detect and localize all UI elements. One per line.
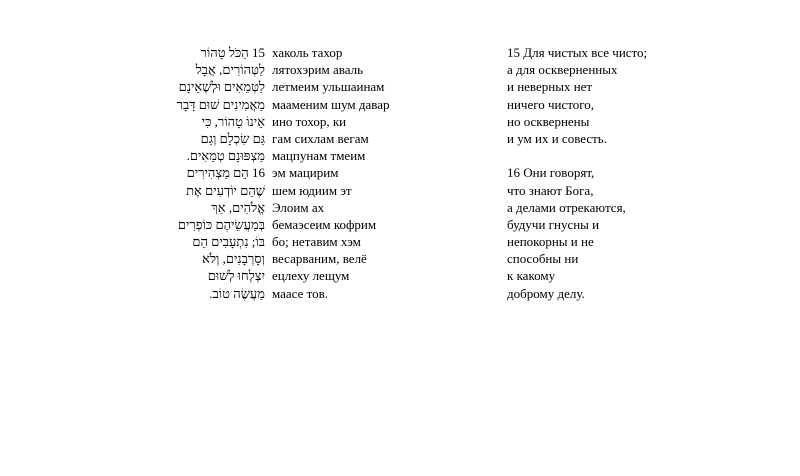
russian-verse-line: доброму делу.	[507, 285, 585, 301]
hebrew-verse-line: בְּמַעֲשֵׂיהֶם כּוֹפְרִים	[177, 216, 265, 232]
russian-verse-line	[507, 147, 687, 164]
russian-verse-line: но осквернены	[507, 113, 590, 129]
russian-verse-line: и неверных нет	[507, 79, 593, 95]
transliteration-text-column	[272, 44, 432, 302]
transliteration-verse-line: Элоим ах	[272, 199, 325, 215]
russian-verse-line: к какому	[507, 268, 556, 284]
hebrew-verse-line: 16 הֵם מַצְהִירִים	[186, 165, 265, 181]
hebrew-verse-line: וְסָרְבָנִים, וְלֹא	[202, 251, 265, 267]
russian-verse-line: способны ни	[507, 251, 579, 267]
hebrew-verse-line: גַּם שִׂכְלָם וְגַם	[200, 130, 265, 146]
hebrew-text-column	[150, 44, 265, 302]
hebrew-verse-line: מַאֲמִינִים שׁוּם דָּבָר	[176, 96, 265, 112]
transliteration-verse-line: мааменим шум давар	[272, 96, 390, 112]
russian-verse-line: 16 Они говорят,	[507, 165, 595, 181]
russian-verse-line: ничего чистого,	[507, 96, 595, 112]
transliteration-verse-line: лятохэрим аваль	[272, 62, 364, 78]
hebrew-verse-line: מַצְפּוּנָם טְמֵאִים.	[186, 148, 265, 164]
transliteration-verse-line: ецлеху лещум	[272, 268, 350, 284]
hebrew-verse-line: 15 הַכֹּל טָהוֹר	[200, 45, 265, 60]
transliteration-verse-line: весарваним, велё	[272, 251, 367, 267]
transliteration-verse-line: шем юдиим эт	[272, 182, 352, 198]
hebrew-verse-line: מַעֲשֶׂה טוֹב.	[209, 285, 265, 301]
russian-verse-line: непокорны и не	[507, 234, 594, 250]
russian-verse-line: и ум их и совесть.	[507, 130, 607, 146]
transliteration-verse-line: хаколь тахор	[272, 45, 343, 60]
transliteration-verse-line: бо; нетавим хэм	[272, 234, 361, 250]
transliteration-verse-line: эм мацирим	[272, 165, 339, 181]
transliteration-verse-line: бемаэсеим кофрим	[272, 216, 377, 232]
transliteration-verse-line: ино тохор, ки	[272, 113, 347, 129]
hebrew-verse-line: לַטְּהוֹרִים, אֲבָל	[195, 62, 265, 78]
transliteration-verse-line: летмеим ульшаинам	[272, 79, 385, 95]
hebrew-verse-line: שֶׁהֵם יוֹדְעִים אֶת	[186, 182, 265, 198]
transliteration-verse-line: маасе тов.	[272, 285, 329, 301]
transliteration-verse-line: гам сихлам вегам	[272, 130, 369, 146]
hebrew-verse-line: לַטְּמֵאִים וּלְשֶׁאֵינָם	[178, 79, 265, 95]
russian-verse-line: а делами отрекаются,	[507, 199, 626, 215]
russian-text-column	[507, 44, 687, 302]
hebrew-verse-line: אֱלֹהִים, אַךְ	[211, 199, 265, 215]
russian-verse-line: будучи гнусны и	[507, 216, 600, 232]
transliteration-verse-line: мацпунам тмеим	[272, 148, 366, 164]
hebrew-verse-line: בּוֹ; נִתְעָבִים הֵם	[192, 234, 265, 250]
russian-verse-line: а для оскверненных	[507, 62, 618, 78]
russian-verse-line: что знают Бога,	[507, 182, 594, 198]
russian-verse-line: 15 Для чистых все чисто;	[507, 45, 648, 60]
hebrew-verse-line: אֵינוֹ טָהוֹר, כִּי	[201, 113, 265, 129]
hebrew-verse-line: יִצְלְחוּ לְשׁוּם	[207, 268, 265, 284]
